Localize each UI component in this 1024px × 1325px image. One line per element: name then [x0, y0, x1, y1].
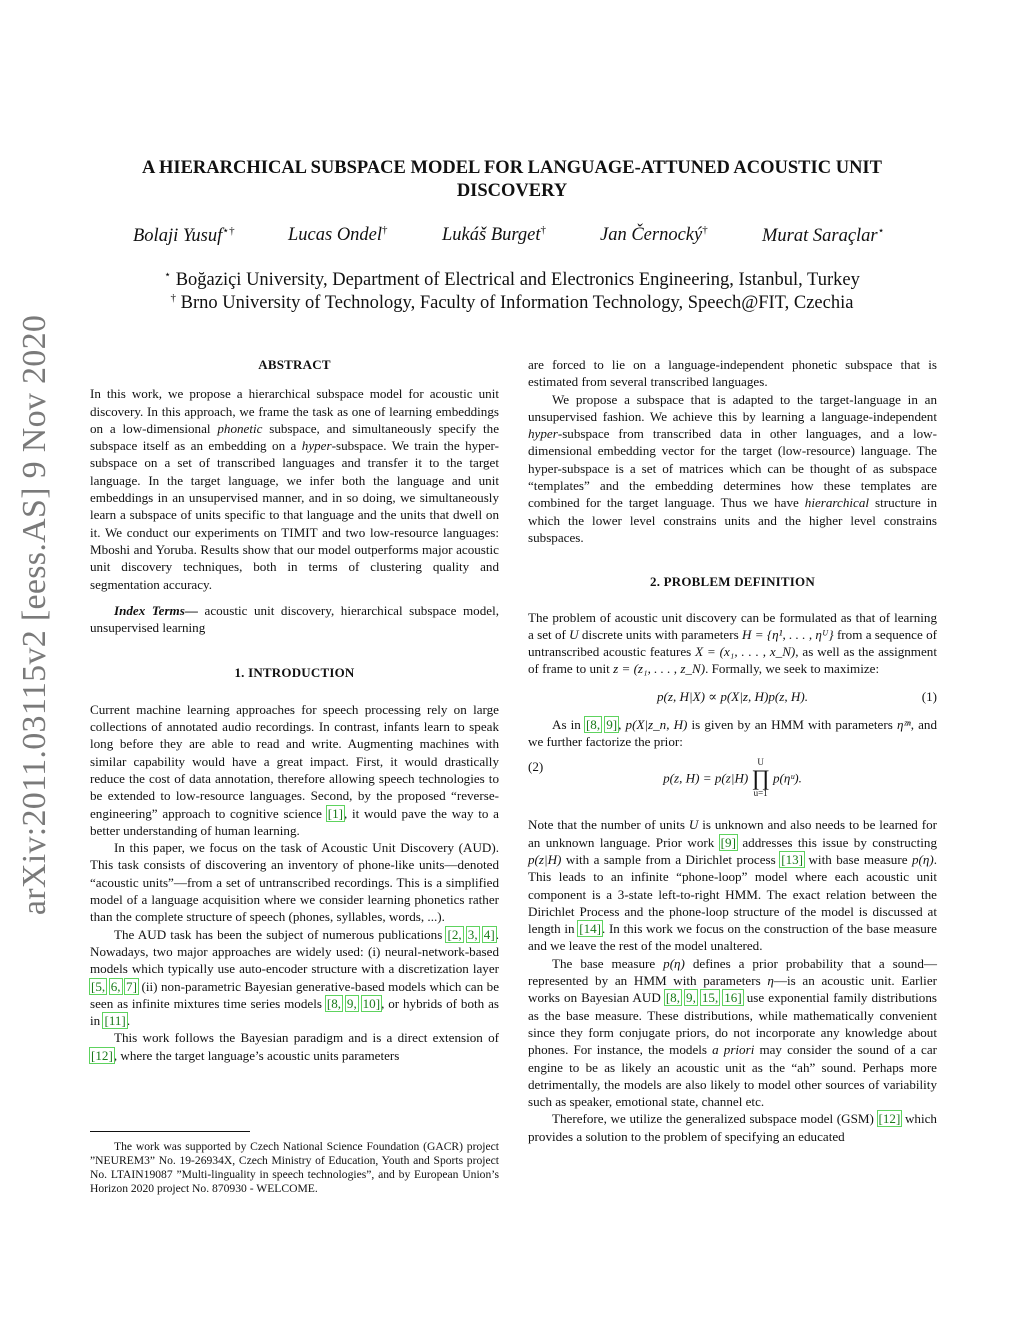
- gsm-paragraph: Therefore, we utilize the generalized subspace model (GSM) [12] which provides a solution to the problem of specifying an educated: [528, 1111, 937, 1144]
- author-3: Lukáš Burget†: [442, 224, 546, 246]
- affiliation-1: ⋆ Boğaziçi University, Department of Electrical and Electronics Engineering, Istanbul, Turkey: [164, 269, 860, 291]
- abstract-text: In this work, we propose a hierarchical subspace model for acoustic unit discovery. In this approach, we frame the task as one of learning embeddings on a low-dimensional phonetic subspace, and simultaneously specify the subspace itself as an embedding on a hyper-subspace. We train the hyper-subspace on a set of transcribed languages and transfer it to the target language. In the target language, we infer both the language and unit embeddings in an unsupervised manner, and in so doing, we simultaneously learn a subspace of units specific to that language and the units that dwell on it. We conduct our experiments on TIMIT and two low-resource languages: Mboshi and Yoruba. Results show that our model outperforms major acoustic unit discovery techniques, both in terms of clustering quality and segmentation accuracy.: [90, 386, 500, 592]
- citation-link[interactable]: 9,: [346, 995, 357, 1011]
- problem-paragraph: The problem of acoustic unit discovery can be formulated as that of learning a set of U discrete units with parameters H = {η¹, . . . , ηᵁ} from a sequence of untranscribed acoustic features X = (x₁, . . . , x_N), as well as the assignment of frame to unit z = (z₁, . . . , z_N). Formally, we seek to maximize:: [528, 609, 937, 677]
- section-2-heading: 2. PROBLEM DEFINITION: [650, 574, 815, 590]
- intro-paragraph-3: The AUD task has been the subject of numerous publications [2, 3, 4]. Nowadays, two major approaches are widely used: (i) neural-network-based models which typically use auto-encoder structure with a discretization layer [5, 6, 7] (ii) non-parametric Bayesian generative-based models which can be seen as infinite mixtures time series models [8, 9, 10], or hybrids of both as in [11].: [90, 926, 500, 1029]
- citation-link[interactable]: 6,: [110, 978, 121, 994]
- footnote-rule: [90, 1131, 250, 1132]
- citation-link[interactable]: [11]: [104, 1013, 126, 1029]
- citation-link[interactable]: [1]: [327, 805, 344, 821]
- arxiv-identifier: arXiv:2011.03115v2 [eess.AS] 9 Nov 2020: [16, 314, 53, 916]
- right-column: [528, 356, 937, 1145]
- intro-heading: 1. INTRODUCTION: [234, 665, 355, 681]
- author-4: Jan Černocký†: [600, 224, 708, 246]
- citation-link[interactable]: 15,: [701, 990, 719, 1006]
- equation-2-expression: p(z, H) = p(z|H) U ∏ u=1 p(ηᵘ).: [663, 757, 802, 799]
- index-terms: Index Terms— acoustic unit discovery, hierarchical subspace model, unsupervised learning: [90, 602, 499, 636]
- paper-title: A HIERARCHICAL SUBSPACE MODEL FOR LANGUAGE-ATTUNED ACOUSTIC UNIT DISCOVERY: [142, 158, 882, 201]
- equation-1-expression: p(z, H|X) ∝ p(X|z, H)p(z, H).: [657, 688, 808, 704]
- citation-link[interactable]: 7]: [126, 978, 137, 994]
- citation-link[interactable]: 16]: [724, 990, 742, 1006]
- left-column: [90, 356, 499, 1064]
- equation-1-number: (1): [921, 688, 937, 704]
- intro-paragraph-1: Current machine learning approaches for speech processing rely on large collections of annotated audio recordings. In contrast, infants learn to speak long before they are able to read and write. Augmenting machines with similar capability would have a great impact. First, it would drastically reduce the cost of data annotation, therefore allowing speech technologies to be extended to low-resource languages. Second, by the proposed “reverse-engineering” approach to cognitive science [1], it would pave the way to a better understanding of human learning.: [90, 701, 499, 838]
- equation-2: [528, 758, 937, 806]
- citation-link[interactable]: [2,: [447, 926, 462, 942]
- citation-link[interactable]: 4]: [483, 926, 495, 942]
- citation-link[interactable]: [12]: [878, 1111, 901, 1127]
- arxiv-sidebar: [8, 315, 62, 915]
- author-5: Murat Saraçlar⋆: [762, 225, 885, 247]
- author-2: Lucas Ondel†: [288, 224, 388, 246]
- intro-paragraph-2: In this paper, we focus on the task of Acoustic Unit Discovery (AUD). This task consists of discovering an inventory of phone-like units—denoted “acoustic units”—from a set of untranscribed recordings. This is a simplified model of a language acquisition where we consider learning phonetics rather than the complete structure of speech (phones, syllables, words, ...).: [90, 840, 499, 925]
- right-paragraph-2: We propose a subspace that is adapted to the target-language in an unsupervised fashion. We achieve this by learning a language-independent hyper-subspace from transcribed data in other languages, and a low-dimensional embedding vector for the target (low-resource) language. The hyper-subspace is a set of matrices which can be thought of as subspace “templates” and the embedding determines how these templates are combined for the target language. Thus we have hierarchical structure in which the lower level constrains units and the higher level constrains subspaces.: [528, 391, 938, 545]
- citation-link[interactable]: [12]: [91, 1047, 113, 1063]
- author-1: Bolaji Yusuf⋆†: [133, 225, 235, 247]
- citation-link[interactable]: 9]: [606, 716, 618, 732]
- intro-paragraph-4: This work follows the Bayesian paradigm and is a direct extension of [12], where the target language’s acoustic units parameters: [91, 1030, 499, 1063]
- citation-link[interactable]: [13]: [781, 851, 804, 867]
- citation-link[interactable]: 10]: [362, 995, 381, 1011]
- base-measure-paragraph: The base measure p(η) defines a prior probability that a sound—represented by an HMM with parameters η—is an acoustic unit. Earlier works on Bayesian AUD [8, 9, 15, 16] use exponential family distributions as the base measure. These distributions, while mathematically convenient since they form conjugate priors, do not incorporate any knowledge about phones. For instance, the models a priori may consider the sound of a car engine to be as likely an acoustic unit as the “ah” sound. Perhaps more detrimentally, the models are also likely to model other sources of variability such as speaker, emotional state, channel etc.: [528, 955, 937, 1110]
- abstract-heading: ABSTRACT: [258, 357, 331, 372]
- right-paragraph-1: are forced to lie on a language-independent phonetic subspace that is estimated from several transcribed languages.: [528, 357, 937, 390]
- citation-link[interactable]: 3,: [467, 926, 478, 942]
- citation-link[interactable]: [5,: [91, 978, 106, 994]
- citation-link[interactable]: 9,: [686, 990, 696, 1006]
- hmm-paragraph: As in [8, 9], p(X|z_n, H) is given by an HMM with parameters ηᶻⁿ, and we further factorize the prior:: [528, 716, 938, 750]
- citation-link[interactable]: [8,: [326, 995, 342, 1011]
- citation-link[interactable]: [8,: [585, 716, 601, 732]
- affiliation-2: † Brno University of Technology, Faculty of Information Technology, Speech@FIT, Czechia: [170, 292, 854, 314]
- citation-link[interactable]: [8,: [665, 990, 680, 1006]
- equation-2-number: (2): [528, 759, 544, 775]
- units-paragraph: Note that the number of units U is unknown and also needs to be learned for an unknown language. Prior work [9] addresses this issue by constructing p(z|H) with a sample from a Dirichlet process [13] with base measure p(η). This leads to an infinite “phone-loop” model where each acoustic unit component is a 3-state left-to-right HMM. The exact relation between the Dirichlet Process and the phone-loop structure of the model is discussed at length in [14]. In this work we focus on the construction of the base measure and we leave the rest of the model unaltered.: [528, 817, 938, 954]
- footnote-text: The work was supported by Czech National Science Foundation (GACR) project ”NEUREM3” No. 19-26934X, Czech Ministry of Education, Youth and Sports project No. LTAIN19087 ”Multi-linguality in speech technologies”, and by European Union’s Horizon 2020 project No. 870930 - WELCOME.: [90, 1140, 499, 1195]
- footnote-block: [90, 1131, 499, 1196]
- citation-link[interactable]: [14]: [579, 921, 602, 937]
- citation-link[interactable]: [9]: [720, 834, 736, 850]
- equation-1: [528, 688, 937, 710]
